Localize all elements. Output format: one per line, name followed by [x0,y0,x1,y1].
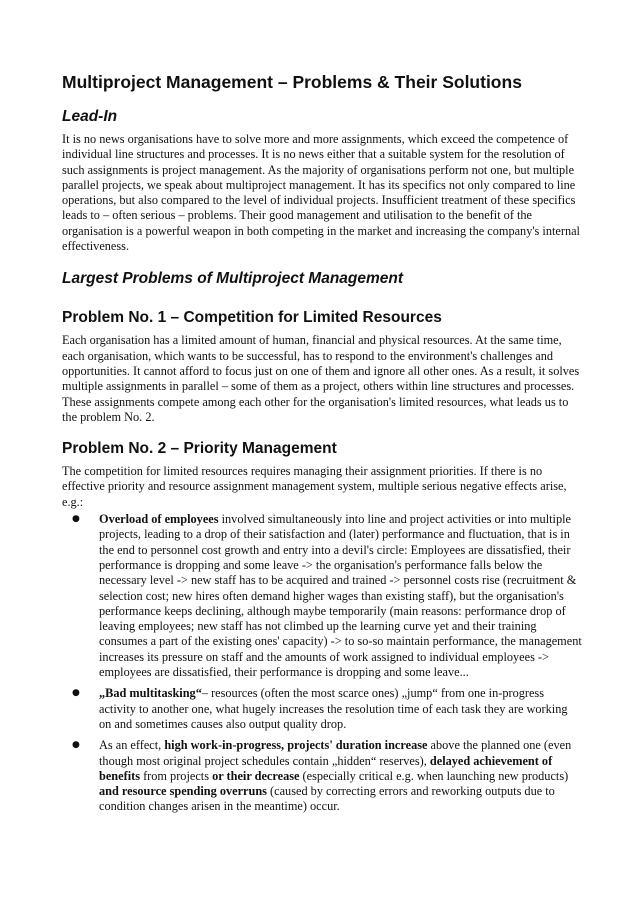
list-item [62,686,582,732]
list-item [62,738,582,814]
text-run: above the planned one (even though most original project schedules contain „hidden“ reserves), [99,738,572,768]
text-run: – resources (often the most scarce ones) „jump“ from one in-progress activity to another one, what hugely increases the resolution time of each task they are working on and sometimes causes also output quality drop. [99,686,568,731]
lead-in-paragraph: It is no news organisations have to solve more and more assignments, which exceed the competence of individual line structures and processes. It is no news either that a suitable system for the resolution of such assignments is project management. As the majority of organisations perform not one, but multiple parallel projects, we speak about multiproject management. It has its specifics not only compared to line operations, but also compared to the level of individual projects. Insufficient treatment of these specifics leads to – often serious – problems. Their good management and utilisation to the benefit of the organisation is a powerful weapon in both competing in the market and increasing the company's internal effectiveness. [62,132,580,254]
emphasis: and resource spending overruns [99,784,267,799]
text-run: involved simultaneously into line and project activities or into multiple projects, leading to a drop of their satisfaction and (later) performance and fluctuation, that is in the end to personnel cost growth and entry into a devil's circle: Employees are dissatisfied, their performance is dropping and some leave -> the organisation's performance falls below the necessary level -> new staff has to be acquired and trained -> personnel costs rise (recruitment & selection cost; new hires often demand higher wages than existing staff), but the organisation's performance keeps declining, although maybe temporarily (main reasons: performance drop of leaving employees; new staff has not climbed up the learning curve yet and their training consumes a part of the existing ones' capacity) -> to so-so maintain performance, the management increases its pressure on staff and the amounts of work assigned to individual employees -> employees are dissatisfied, their performance is dropping and some leave... [99,512,582,680]
emphasis: or their decrease [212,768,300,783]
problem-1-paragraph: Each organisation has a limited amount of human, financial and physical resources. At the same time, each organisation, which wants to be successful, has to respond to the environment's challenges and opportunities. It cannot afford to focus just on one of them and ignore all other ones. As a result, it solves multiple assignments in parallel – some of them as a project, others within line structures and processes. These assignments compete among each other for the organisation's limited resources, what leads us to the problem No. 2. [62,333,580,424]
problem-2-effects-list [62,512,582,815]
problem-1-heading: Problem No. 1 – Competition for Limited Resources [62,309,442,327]
emphasis: „Bad multitasking“ [99,686,202,701]
text-run: (caused by correcting errors and reworking outputs due to condition changes arisen in the meantime) occur. [99,784,555,814]
list-item-text [99,686,582,732]
emphasis: high work-in-progress, projects' duration increase [164,738,428,753]
bullet-icon: ● [72,688,80,699]
document-page [62,70,582,821]
bullet-icon: ● [72,740,80,751]
list-item-text [99,512,582,680]
bullet-icon: ● [72,514,80,525]
text-run: from projects [140,768,213,783]
text-run: (especially critical e.g. when launching new products) [299,768,569,783]
document-title: Multiproject Management – Problems & Their Solutions [62,72,522,92]
list-item [62,512,582,680]
emphasis: Overload of employees [99,512,219,527]
problem-2-paragraph: The competition for limited resources requires managing their assignment priorities. If there is no effective priority and resource assignment management system, multiple serious negative effects arise, e.g.: [62,464,567,509]
list-item-text [99,738,582,814]
lead-in-heading: Lead-In [62,108,118,125]
largest-problems-heading: Largest Problems of Multiproject Management [62,270,404,288]
emphasis: delayed achievement of benefits [99,753,553,783]
problem-2-heading: Problem No. 2 – Priority Management [62,440,337,458]
text-run: As an effect, [99,738,165,753]
